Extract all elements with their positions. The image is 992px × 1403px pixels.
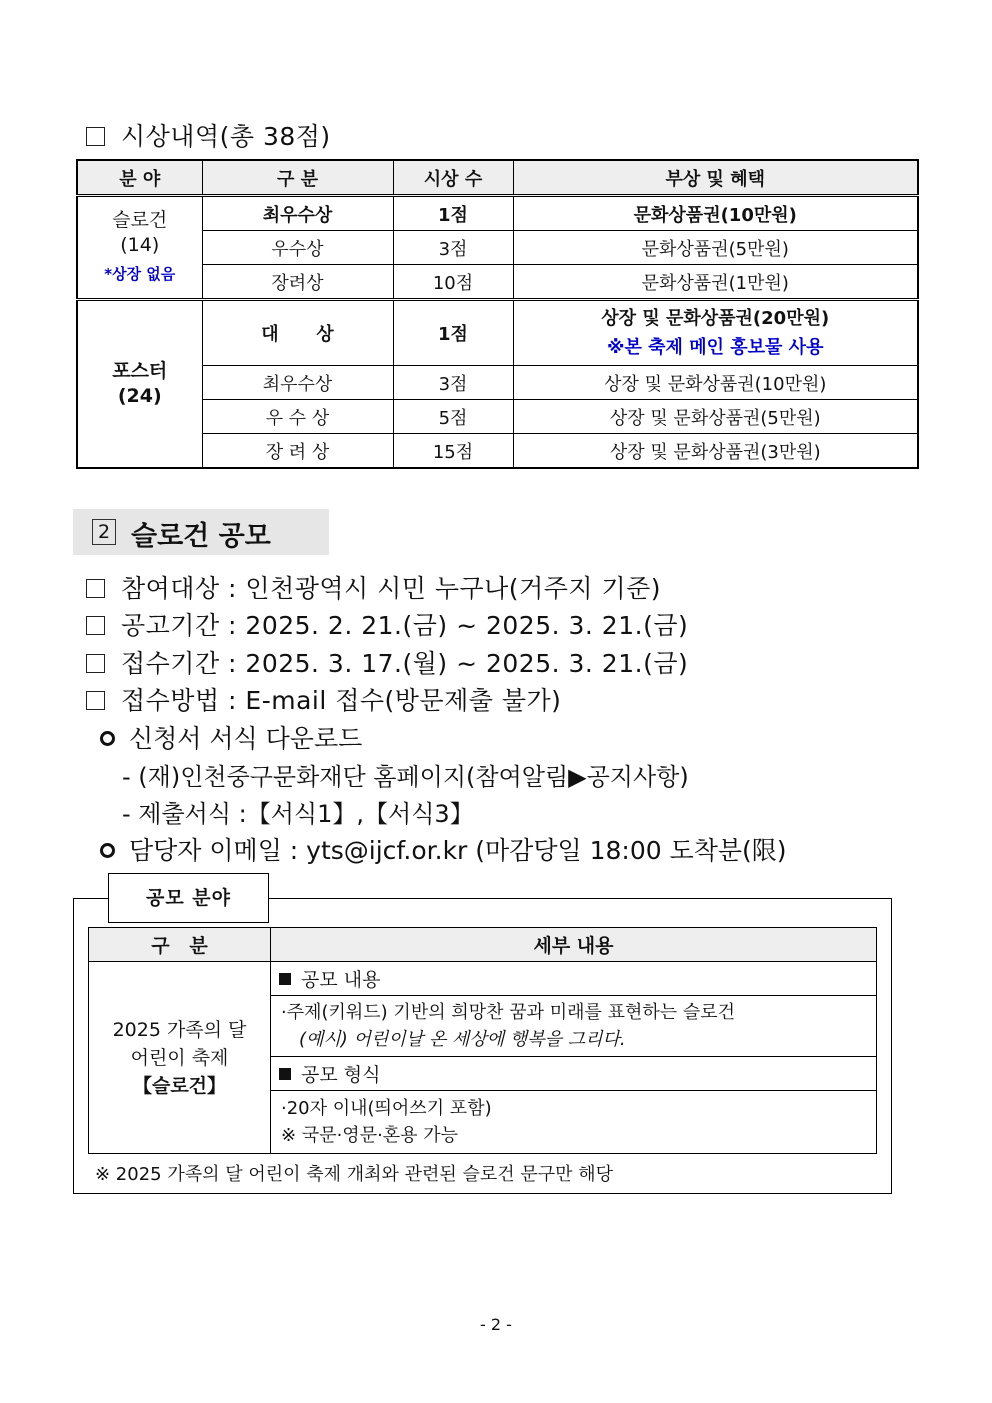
- poster-field-count: (24): [117, 385, 162, 407]
- table-row: [77, 265, 918, 300]
- info-item: 접수방법 : E-mail 접수(방문제출 불가): [86, 681, 561, 717]
- form-header-category: 구 분: [89, 928, 271, 962]
- header-field: 분 야: [77, 160, 202, 196]
- award-count: 3점: [393, 231, 513, 265]
- checkbox-icon: [86, 654, 105, 673]
- slogan-field-cell: [77, 196, 202, 300]
- form-header-detail: 세부 내용: [271, 928, 877, 962]
- format-line: ·20자 이내(띄어쓰기 포함): [281, 1098, 492, 1119]
- table-header-row: [77, 160, 918, 196]
- awards-heading: 시상내역(총 38점): [86, 117, 331, 153]
- info-item: 공고기간 : 2025. 2. 21.(금) ~ 2025. 3. 21.(금): [86, 606, 688, 642]
- award-count: 3점: [393, 366, 513, 400]
- poster-main-note: ※본 축제 메인 홍보물 사용: [607, 337, 824, 358]
- award-category: 최우수상: [202, 196, 393, 231]
- award-prize: 상장 및 문화상품권(20만원): [601, 308, 830, 329]
- header-count: 시상 수: [393, 160, 513, 196]
- award-prize: 문화상품권(10만원): [513, 196, 918, 231]
- slogan-note: *상장 없음: [104, 265, 176, 283]
- form-category-line: 2025 가족의 달: [112, 1018, 247, 1041]
- table-row: [77, 434, 918, 469]
- award-category: 장려상: [202, 265, 393, 300]
- checkbox-icon: [86, 616, 105, 635]
- header-category: 구 분: [202, 160, 393, 196]
- award-category: 대 상: [202, 300, 393, 366]
- form-footnote: ※ 2025 가족의 달 어린이 축제 개최와 관련된 슬로건 문구만 해당: [95, 1164, 614, 1185]
- form-category-cell: [89, 962, 271, 1154]
- info-item: 접수기간 : 2025. 3. 17.(월) ~ 2025. 3. 21.(금): [86, 644, 688, 680]
- award-count: 1점: [393, 300, 513, 366]
- contact-line: 담당자 이메일 : yts@ijcf.or.kr (마감당일 18:00 도착분(限): [100, 831, 787, 867]
- content-body: [271, 996, 877, 1057]
- form-table: [88, 927, 877, 1154]
- form-category-line: 어린이 축제: [130, 1046, 229, 1069]
- award-category: 최우수상: [202, 366, 393, 400]
- table-row: [77, 300, 918, 366]
- award-count: 5점: [393, 400, 513, 434]
- content-line: ·주제(키워드) 기반의 희망찬 꿈과 미래를 표현하는 슬로건: [281, 1002, 736, 1023]
- awards-table: [76, 159, 919, 469]
- award-count: 10점: [393, 265, 513, 300]
- circle-bullet-icon: [100, 843, 115, 858]
- award-prize-cell: [513, 300, 918, 366]
- table-row: [77, 196, 918, 231]
- format-body: [271, 1091, 877, 1154]
- download-heading: 신청서 서식 다운로드: [100, 719, 362, 755]
- award-count: 1점: [393, 196, 513, 231]
- award-prize: 상장 및 문화상품권(3만원): [513, 434, 918, 469]
- award-prize: 문화상품권(5만원): [513, 231, 918, 265]
- download-line: - (재)인천중구문화재단 홈페이지(참여알림▶공지사항): [122, 763, 689, 791]
- section-number: 2: [92, 519, 116, 545]
- table-row: [77, 231, 918, 265]
- square-bullet-icon: [279, 1068, 291, 1080]
- award-category: 장 려 상: [202, 434, 393, 469]
- poster-field-label: 포스터: [112, 360, 168, 382]
- content-head: 공모 내용: [271, 962, 877, 996]
- page-number: - 2 -: [480, 1315, 512, 1334]
- checkbox-icon: [86, 691, 105, 710]
- section-title: 슬로건 공모: [131, 521, 271, 552]
- format-line: ※ 국문·영문·혼용 가능: [281, 1125, 459, 1146]
- slogan-field-count: (14): [120, 234, 160, 256]
- award-prize: 문화상품권(1만원): [513, 265, 918, 300]
- section-header: [73, 509, 329, 555]
- checkbox-icon: [86, 579, 105, 598]
- award-category: 우수상: [202, 231, 393, 265]
- info-item: 참여대상 : 인천광역시 시민 누구나(거주지 기준): [86, 569, 661, 605]
- table-row: [77, 366, 918, 400]
- content-example: (예시) 어린이날 온 세상에 행복을 그리다.: [299, 1029, 626, 1050]
- award-category: 우 수 상: [202, 400, 393, 434]
- form-category-title: 【슬로건】: [132, 1074, 227, 1097]
- table-row: [89, 962, 877, 996]
- format-head: 공모 형식: [271, 1057, 877, 1091]
- form-header-row: [89, 928, 877, 962]
- award-count: 15점: [393, 434, 513, 469]
- square-bullet-icon: [279, 973, 291, 985]
- award-prize: 상장 및 문화상품권(5만원): [513, 400, 918, 434]
- slogan-field-label: 슬로건: [112, 209, 168, 231]
- circle-bullet-icon: [100, 731, 115, 746]
- table-row: [77, 400, 918, 434]
- download-line: - 제출서식 :【서식1】,【서식3】: [122, 800, 474, 828]
- poster-field-cell: [77, 300, 202, 469]
- header-prize: 부상 및 혜택: [513, 160, 918, 196]
- award-prize: 상장 및 문화상품권(10만원): [513, 366, 918, 400]
- checkbox-icon: [86, 127, 105, 146]
- form-tab-label: 공모 분야: [108, 873, 269, 923]
